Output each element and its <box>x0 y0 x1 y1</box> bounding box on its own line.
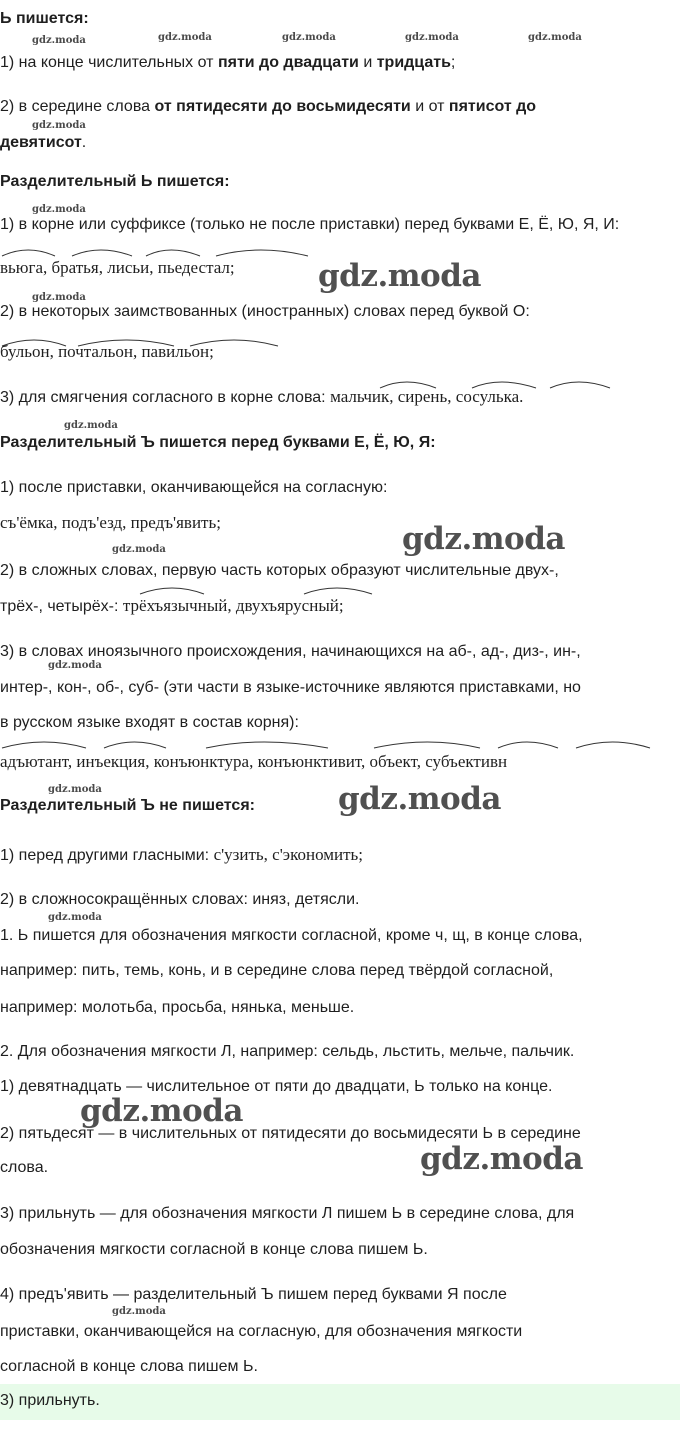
text-line <box>0 53 455 73</box>
bold-text: от пятидесяти до восьмидесяти <box>154 98 411 115</box>
text-line <box>0 596 344 617</box>
text-segment: 2) в некоторых заимствованных (иностранных) словах перед буквой О: <box>0 303 530 320</box>
text-segment: и от <box>410 98 449 115</box>
answer-text: 3) прильнуть. <box>0 1392 100 1409</box>
text-line <box>0 845 363 866</box>
text-segment: 1) на конце числительных от <box>0 54 218 71</box>
text-line <box>0 926 583 946</box>
text-line <box>0 1322 522 1342</box>
text-segment: . <box>81 134 87 151</box>
bold-text: Разделительный Ь пишется: <box>0 173 230 190</box>
text-segment: 2. Для обозначения мягкости Л, например: сельдь, льстить, мельче, пальчик. <box>0 1043 575 1060</box>
morpheme-root-arcs <box>376 378 676 390</box>
text-segment: вьюга, братья, лисьи, пьедестал; <box>0 258 235 277</box>
text-line <box>0 1285 507 1305</box>
text-segment: с'узить, с'экономить; <box>213 845 364 864</box>
text-line <box>0 961 553 981</box>
text-line <box>0 752 507 772</box>
bold-text: Разделительный Ъ не пишется: <box>0 797 255 814</box>
watermark-large: gdz.moda <box>420 1141 583 1177</box>
text-line <box>0 133 86 153</box>
watermark-small: gdz.moda <box>32 120 86 131</box>
bold-text: девятисот <box>0 134 82 151</box>
text-segment: слова. <box>0 1159 49 1176</box>
bold-text: пятисот до <box>448 98 537 115</box>
watermark-small: gdz.moda <box>64 420 118 431</box>
text-segment: в русском языке входят в состав корня): <box>0 714 299 731</box>
watermark-small: gdz.moda <box>112 544 166 555</box>
text-segment: 3) прильнуть — для обозначения мягкости Л пишем Ь в середине слова, для <box>0 1205 575 1222</box>
text-segment: трёхъязычный, двухъярусный; <box>122 596 344 615</box>
text-segment: интер-, кон-, об-, суб- (эти части в языке-источнике являются приставками, но <box>0 679 581 696</box>
text-segment: 1. Ь пишется для обозначения мягкости согласной, кроме ч, щ, в конце слова, <box>0 927 583 944</box>
text-line <box>0 513 221 533</box>
text-segment: например: молотьба, просьба, нянька, меньше. <box>0 999 355 1016</box>
watermark-small: gdz.moda <box>32 35 86 46</box>
text-line <box>0 1240 428 1260</box>
text-line <box>0 215 619 235</box>
text-line <box>0 9 89 29</box>
watermark-large: gdz.moda <box>80 1093 243 1129</box>
text-line <box>0 890 359 910</box>
text-line <box>0 678 581 698</box>
text-segment: согласной в конце слова пишем Ь. <box>0 1358 258 1375</box>
text-line <box>0 998 354 1018</box>
watermark-small: gdz.moda <box>112 1306 166 1317</box>
text-line <box>0 1042 574 1062</box>
text-line <box>0 302 530 322</box>
text-segment: мальчик, сирень, сосулька. <box>330 387 524 406</box>
watermark-small: gdz.moda <box>528 32 582 43</box>
morpheme-root-arcs <box>0 738 680 750</box>
morpheme-root-arcs <box>136 584 456 596</box>
text-line <box>0 97 536 117</box>
text-segment: 1) девятнадцать — числительное от пяти до двадцати, Ь только на конце. <box>0 1078 553 1095</box>
text-segment: 1) после приставки, оканчивающейся на согласную: <box>0 479 388 496</box>
watermark-large: gdz.moda <box>318 258 481 294</box>
watermark-small: gdz.moda <box>48 784 102 795</box>
text-line <box>0 387 523 408</box>
bold-text: Ь пишется: <box>0 10 89 27</box>
text-line <box>0 713 299 733</box>
answer-highlight <box>0 1384 680 1420</box>
text-line <box>0 172 230 192</box>
text-line <box>0 1357 258 1377</box>
text-segment: приставки, оканчивающейся на согласную, для обозначения мягкости <box>0 1323 523 1340</box>
text-segment: съ'ёмка, подъ'езд, предъ'явить; <box>0 513 221 532</box>
text-line <box>0 478 387 498</box>
text-segment: бульон, почтальон, павильон; <box>0 342 214 361</box>
bold-text: тридцать <box>376 54 451 71</box>
text-segment: адъютант, инъекция, конъюнктура, конъюнктивит, объект, субъективн <box>0 752 508 771</box>
text-line <box>0 258 235 278</box>
watermark-small: gdz.moda <box>32 292 86 303</box>
text-line <box>0 1158 48 1178</box>
text-segment: ; <box>450 54 456 71</box>
morpheme-root-arcs <box>0 336 300 348</box>
text-segment: например: пить, темь, конь, и в середине слова перед твёрдой согласной, <box>0 962 554 979</box>
text-line <box>0 796 255 816</box>
text-segment: 1) перед другими гласными: <box>0 847 214 864</box>
text-line <box>0 433 436 453</box>
bold-text: пяти до двадцати <box>217 54 359 71</box>
morpheme-root-arcs <box>0 246 320 258</box>
text-segment: 4) предъ'явить — разделительный Ъ пишем перед буквами Я после <box>0 1286 507 1303</box>
watermark-small: gdz.moda <box>158 32 212 43</box>
watermark-large: gdz.moda <box>402 521 565 557</box>
watermark-small: gdz.moda <box>282 32 336 43</box>
text-line <box>0 1204 574 1224</box>
watermark-small: gdz.moda <box>48 912 102 923</box>
text-segment: 3) для смягчения согласного в корне слова: <box>0 389 331 406</box>
text-segment: 2) в середине слова <box>0 98 155 115</box>
text-segment: 1) в корне или суффиксе (только не после приставки) перед буквами Е, Ё, Ю, Я, И: <box>0 216 620 233</box>
bold-text: Разделительный Ъ пишется перед буквами Е, Ё, Ю, Я: <box>0 434 436 451</box>
text-segment: и <box>358 54 377 71</box>
text-segment: 2) в сложносокращённых словах: иняз, детясли. <box>0 891 360 908</box>
watermark-small: gdz.moda <box>32 204 86 215</box>
text-line <box>0 561 559 581</box>
watermark-small: gdz.moda <box>405 32 459 43</box>
watermark-large: gdz.moda <box>338 781 501 817</box>
text-segment: трёх-, четырёх-: <box>0 598 123 615</box>
watermark-small: gdz.moda <box>48 660 102 671</box>
text-segment: обозначения мягкости согласной в конце слова пишем Ь. <box>0 1241 428 1258</box>
text-segment: 2) в сложных словах, первую часть которых образуют числительные двух-, <box>0 562 559 579</box>
text-segment: 3) в словах иноязычного происхождения, начинающихся на аб-, ад-, диз-, ин-, <box>0 643 581 660</box>
text-segment: 2) пятьдесят — в числительных от пятидесяти до восьмидесяти Ь в середине <box>0 1125 581 1142</box>
text-line <box>0 642 581 662</box>
